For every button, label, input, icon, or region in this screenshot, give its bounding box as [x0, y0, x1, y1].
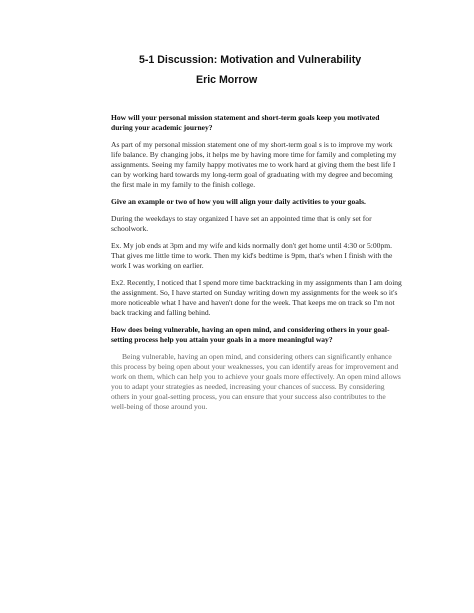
document-title: 5-1 Discussion: Motivation and Vulnerability — [139, 54, 362, 66]
answer-2-paragraph-2: Ex. My job ends at 3pm and my wife and kids normally don't get home until 4:30 or 5:00pm. That gives me little time to work. Then my kid's bedtime is 9pm, that's when I finish with the work I was working on earlier. — [111, 241, 393, 270]
author-name: Eric Morrow — [196, 74, 258, 86]
question-2: Give an example or two of how you will align your daily activities to your goals. — [111, 197, 366, 206]
question-1: How will your personal mission statement and short-term goals keep you motivated during your academic journey? — [111, 113, 380, 132]
question-3: How does being vulnerable, having an open mind, and considering others in your goal-setting process help you attain your goals in a more meaningful way? — [111, 325, 390, 344]
document-body — [111, 113, 403, 419]
answer-3: Being vulnerable, having an open mind, and considering others can significantly enhance this process by being open about your weaknesses, you can identify areas for improvement and work on them, which can help you to achieve your goals more effectively. An open mind allows you to adapt your strategies as needed, increasing your chances of success. By considering others in your goal-setting process, you can ensure that your success also contributes to the well-being of those around you. — [111, 352, 401, 411]
answer-2-paragraph-3: Ex2. Recently, I noticed that I spend more time backtracking in my assignments than I am doing the assignment. So, I have started on Sunday writing down my assignments for the week so it's more noticeable what I have and haven't done for the week. That keeps me on track so I'm not back tracking and falling behind. — [111, 278, 402, 317]
answer-1: As part of my personal mission statement one of my short-term goal s is to improve my work life balance. By changing jobs, it helps me by having more time for family and completing my assignments. Seeing my family happy motivates me to work hard at giving them the best life I can by working hard towards my long-term goal of graduating with my degree and becoming the first male in my family to the finish college. — [111, 140, 397, 189]
answer-2-paragraph-1: During the weekdays to stay organized I have set an appointed time that is only set for schoolwork. — [111, 214, 372, 233]
